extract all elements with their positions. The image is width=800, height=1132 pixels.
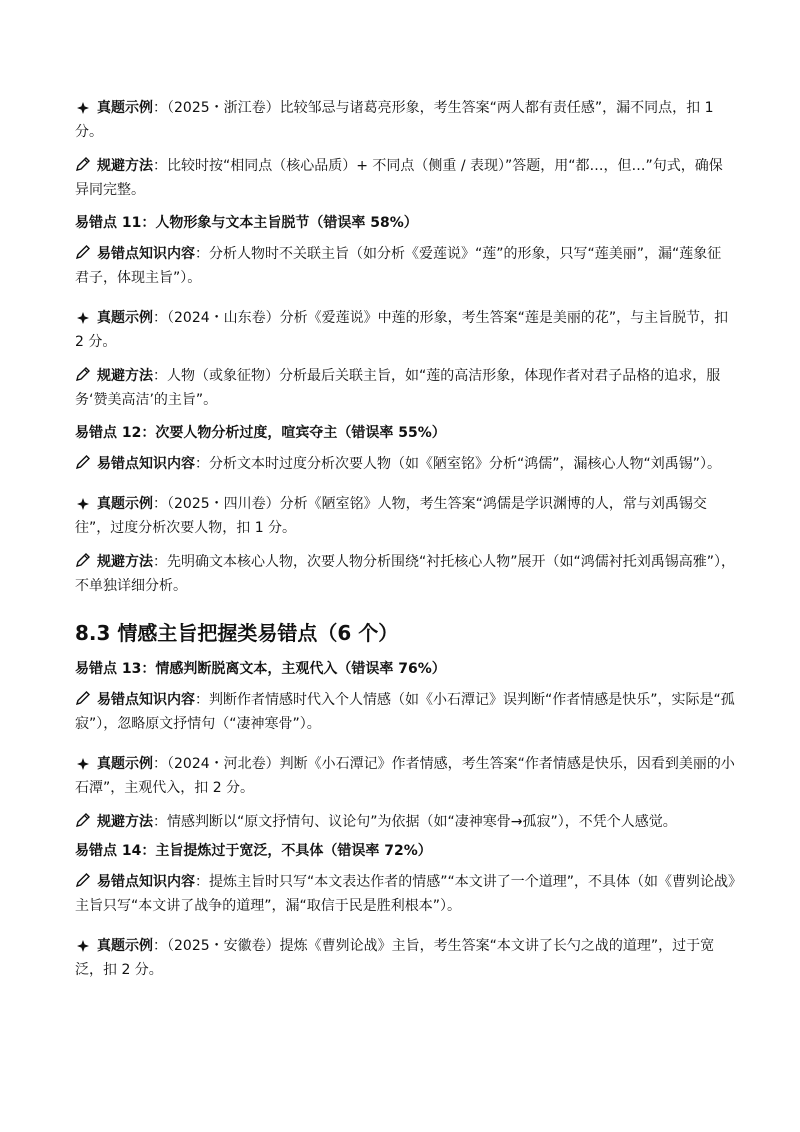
method-text: ：情感判断以“原文抒情句、议论句”为依据（如“凄神寒骨→孤寂”），不凭个人感觉。 (153, 814, 677, 830)
example-text: ：（2025・安徽卷）提炼《曹刿论战》主旨，考生答案“本文讲了长勺之战的道理”，过于宽泛，扣 2 分。 (75, 938, 715, 978)
example-paragraph (75, 934, 735, 982)
diamond-bullet-icon (75, 492, 91, 516)
example-label: 真题示例 (97, 310, 153, 326)
method-text: ：先明确文本核心人物，次要人物分析围绕“衬托核心人物”展开（如“鸿儒衬托刘禹锡高雅”），不单独详细分析。 (75, 554, 736, 594)
example-text: ：（2024・山东卷）分析《爱莲说》中莲的形象，考生答案“莲是美丽的花”，与主旨脱节，扣 2 分。 (75, 310, 729, 350)
example-label: 真题示例 (97, 100, 153, 116)
method-label: 规避方法 (97, 814, 153, 830)
method-label: 规避方法 (97, 368, 153, 384)
example-text: ：（2025・四川卷）分析《陋室铭》人物，考生答案“鸿儒是学识渊博的人，常与刘禹锡交往”，过度分析次要人物，扣 1 分。 (75, 496, 707, 536)
diamond-bullet-icon (75, 96, 91, 120)
knowledge-paragraph (75, 870, 735, 918)
knowledge-paragraph (75, 242, 735, 290)
ruler-pencil-icon (75, 550, 91, 574)
knowledge-text: ：提炼主旨时只写“本文表达作者的情感”“本文讲了一个道理”，不具体（如《曹刿论战》主旨只写“本文讲了战争的道理”，漏“取信于民是胜利根本”）。 (75, 874, 736, 914)
pencil-icon (75, 688, 91, 712)
knowledge-label: 易错点知识内容 (97, 692, 195, 708)
pencil-icon (75, 870, 91, 894)
error-point-heading: 易错点 12：次要人物分析过度，喧宾夺主（错误率 55%） (75, 425, 446, 441)
diamond-bullet-icon (75, 934, 91, 958)
diamond-bullet-icon (75, 752, 91, 776)
document-page (75, 96, 735, 992)
diamond-bullet-icon (75, 306, 91, 330)
example-paragraph (75, 752, 735, 800)
knowledge-text: ：分析人物时不关联主旨（如分析《爱莲说》“莲”的形象，只写“莲美丽”，漏“莲象征君子，体现主旨”）。 (75, 246, 722, 286)
pencil-icon (75, 242, 91, 266)
ruler-pencil-icon (75, 364, 91, 388)
example-paragraph (75, 96, 735, 144)
pencil-icon (75, 452, 91, 476)
knowledge-label: 易错点知识内容 (97, 246, 195, 262)
knowledge-text: ：分析文本时过度分析次要人物（如《陋室铭》分析“鸿儒”，漏核心人物“刘禹锡”）。 (195, 456, 722, 472)
method-paragraph (75, 810, 735, 834)
knowledge-label: 易错点知识内容 (97, 456, 195, 472)
method-paragraph (75, 550, 735, 598)
method-text: ：人物（或象征物）分析最后关联主旨，如“莲的高洁形象，体现作者对君子品格的追求，服务‘赞美高洁’的主旨”。 (75, 368, 721, 408)
ruler-pencil-icon (75, 810, 91, 834)
knowledge-paragraph (75, 452, 735, 476)
method-label: 规避方法 (97, 158, 153, 174)
knowledge-text: ：判断作者情感时代入个人情感（如《小石潭记》误判断“作者情感是快乐”，实际是“孤寂”），忽略原文抒情句（“凄神寒骨”）。 (75, 692, 735, 732)
method-paragraph (75, 154, 735, 202)
knowledge-paragraph (75, 688, 735, 736)
example-label: 真题示例 (97, 756, 153, 772)
example-paragraph (75, 306, 735, 354)
example-text: ：（2024・河北卷）判断《小石潭记》作者情感，考生答案“作者情感是快乐，因看到美丽的小石潭”，主观代入，扣 2 分。 (75, 756, 735, 796)
example-text: ：（2025・浙江卷）比较邹忌与诸葛亮形象，考生答案“两人都有责任感”，漏不同点，扣 1 分。 (75, 100, 714, 140)
method-paragraph (75, 364, 735, 412)
ruler-pencil-icon (75, 154, 91, 178)
error-point-heading: 易错点 13：情感判断脱离文本，主观代入（错误率 76%） (75, 661, 446, 677)
knowledge-label: 易错点知识内容 (97, 874, 195, 890)
example-paragraph (75, 492, 735, 540)
error-point-heading: 易错点 11：人物形象与文本主旨脱节（错误率 58%） (75, 215, 418, 231)
section-heading: 8.3 情感主旨把握类易错点（6 个） (75, 621, 399, 645)
method-label: 规避方法 (97, 554, 153, 570)
method-text: ：比较时按“相同点（核心品质）+ 不同点（侧重 / 表现）”答题，用“都…，但…”句式，确保异同完整。 (75, 158, 723, 198)
example-label: 真题示例 (97, 496, 153, 512)
example-label: 真题示例 (97, 938, 153, 954)
error-point-heading: 易错点 14：主旨提炼过于宽泛，不具体（错误率 72%） (75, 843, 432, 859)
